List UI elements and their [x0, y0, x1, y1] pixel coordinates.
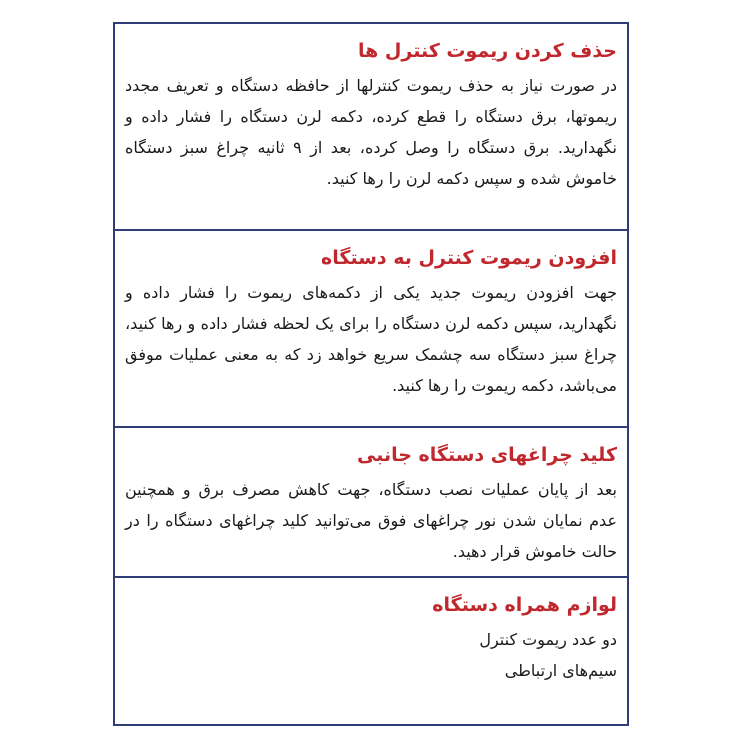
section-title: حذف کردن ریموت کنترل ها: [357, 40, 617, 62]
section-title: لوازم همراه دستگاه: [432, 594, 617, 616]
section-lights-switch: [115, 426, 627, 576]
section-add-remote: [115, 229, 627, 426]
section-accessories: [115, 576, 627, 724]
section-delete-remotes: [115, 24, 627, 229]
section-body: در صورت نیاز به حذف ریموت کنترلها از حافظه دستگاه و تعریف مجدد ریموتها، برق دستگاه را قطع کرده، دکمه لرن دستگاه را فشار داده و نگهدارید. برق دستگاه را وصل کرده، بعد از ۹ ثانیه چراغ سبز دستگاه خاموش شده و سپس دکمه لرن را رها کنید.: [125, 76, 617, 188]
section-title: کلید چراغهای دستگاه جانبی: [356, 444, 617, 466]
list-item: سیم‌های ارتباطی: [504, 661, 617, 680]
list-item: دو عدد ریموت کنترل: [479, 630, 617, 649]
section-body: جهت افزودن ریموت جدید یکی از دکمه‌های ریموت را فشار داده و نگهدارید، سپس دکمه لرن دستگاه را برای یک لحظه فشار داده و رها کنید، چراغ سبز دستگاه سه چشمک سریع خواهد زد که به معنی عملیات موفق می‌باشد، دکمه ریموت را رها کنید.: [125, 283, 617, 395]
section-body: بعد از پایان عملیات نصب دستگاه، جهت کاهش مصرف برق و همچنین عدم نمایان شدن نور چراغهای فوق می‌توانید کلید چراغهای دستگاه را در حالت خاموش قرار دهید.: [125, 480, 617, 561]
section-title: افزودن ریموت کنترل به دستگاه: [321, 247, 617, 269]
instruction-card: [113, 22, 629, 726]
